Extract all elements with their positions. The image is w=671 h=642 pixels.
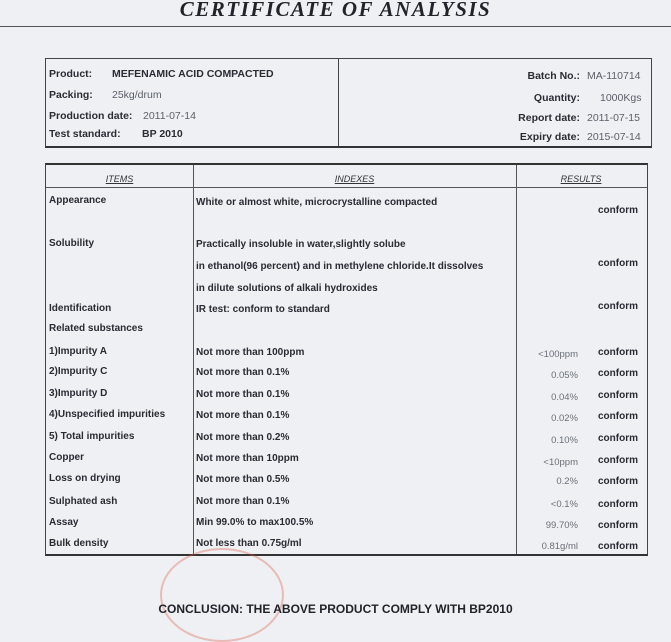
row-result: 0.05%: [551, 370, 578, 381]
row-index: Not more than 0.5%: [196, 474, 290, 485]
row-result: 0.02%: [551, 413, 578, 424]
row-item: Solubility: [49, 238, 94, 249]
row-index: Not more than 100ppm: [196, 347, 305, 358]
row-index: Not more than 10ppm: [196, 453, 299, 464]
company-seal: [160, 548, 284, 642]
row-index-line-2: in ethanol(96 percent) and in methylene chloride.It dissolves: [196, 261, 484, 272]
row-index: Not more than 0.2%: [196, 432, 290, 443]
row-item: Bulk density: [49, 538, 109, 549]
row-item: 5) Total impurities: [49, 431, 135, 442]
title-divider: [0, 26, 671, 27]
expiry-date-label: Expiry date:: [519, 131, 580, 143]
test-standard-value: BP 2010: [142, 128, 183, 140]
row-index: Not more than 0.1%: [196, 496, 290, 507]
row-result: 0.04%: [551, 392, 578, 403]
row-result: 0.2%: [556, 476, 578, 487]
row-index: White or almost white, microcrystalline compacted: [196, 197, 438, 208]
production-date-label: Production date:: [49, 110, 133, 122]
row-index-line-1: Practically insoluble in water,slightly solube: [196, 239, 406, 250]
expiry-date-value: 2015-07-14: [587, 131, 641, 143]
row-item: 1)Impurity A: [49, 346, 107, 357]
row-item: Appearance: [49, 195, 107, 206]
row-conclusion: conform: [598, 541, 638, 552]
row-item: 4)Unspecified impurities: [49, 409, 166, 420]
product-value: MEFENAMIC ACID COMPACTED: [112, 68, 274, 80]
results-header: RESULTS: [560, 174, 602, 184]
row-conclusion: conform: [598, 368, 638, 379]
row-result: 0.81g/ml: [541, 541, 578, 552]
row-conclusion: conform: [598, 258, 638, 269]
row-item: Related substances: [49, 323, 143, 334]
row-conclusion: conform: [598, 433, 638, 444]
row-result: <0.1%: [550, 499, 578, 510]
header-divider: [46, 187, 647, 188]
report-date-value: 2011-07-15: [587, 112, 640, 124]
packing-label: Packing:: [49, 89, 93, 101]
batch-value: MA-110714: [587, 70, 641, 82]
row-conclusion: conform: [598, 301, 638, 312]
row-index: IR test: conform to standard: [196, 304, 330, 315]
row-result: 0.10%: [551, 435, 578, 446]
row-conclusion: conform: [598, 455, 638, 466]
indexes-header: INDEXES: [334, 174, 375, 184]
row-index: Not more than 0.1%: [196, 367, 290, 378]
row-conclusion: conform: [598, 347, 638, 358]
analysis-table: [45, 163, 648, 556]
row-conclusion: conform: [598, 499, 638, 510]
quantity-value: 1000Kgs: [600, 92, 642, 104]
column-divider: [516, 165, 517, 554]
row-conclusion: conform: [598, 205, 638, 216]
row-result: 99.70%: [545, 520, 578, 531]
quantity-label: Quantity:: [533, 92, 580, 104]
document-title: CERTIFICATE OF ANALYSIS: [179, 0, 492, 21]
production-date-value: 2011-07-14: [143, 110, 196, 122]
row-item: Loss on drying: [49, 473, 121, 484]
row-conclusion: conform: [598, 476, 638, 487]
row-index-line-3: in dilute solutions of alkali hydroxides: [196, 283, 378, 294]
report-date-label: Report date:: [518, 112, 580, 124]
row-index: Not more than 0.1%: [196, 410, 290, 421]
row-conclusion: conform: [598, 390, 638, 401]
row-item: Sulphated ash: [49, 496, 118, 507]
row-index: Not more than 0.1%: [196, 389, 290, 400]
row-item: Copper: [49, 452, 84, 463]
row-index: Not less than 0.75g/ml: [196, 538, 302, 549]
row-item: 2)Impurity C: [49, 366, 108, 377]
row-result: <10ppm: [543, 457, 578, 468]
row-item: 3)Impurity D: [49, 388, 108, 399]
items-header: ITEMS: [105, 174, 134, 184]
column-divider: [193, 165, 194, 554]
packing-value: 25kg/drum: [112, 89, 162, 101]
conclusion-text: CONCLUSION: THE ABOVE PRODUCT COMPLY WITH BP2010: [158, 602, 513, 616]
row-conclusion: conform: [598, 411, 638, 422]
product-info-box: [45, 58, 652, 148]
info-divider: [338, 59, 339, 146]
row-index: Min 99.0% to max100.5%: [196, 517, 314, 528]
test-standard-label: Test standard:: [49, 128, 121, 140]
row-item: Identification: [49, 303, 112, 314]
row-item: Assay: [49, 517, 79, 528]
row-result: <100ppm: [538, 349, 578, 360]
batch-label: Batch No.:: [527, 70, 580, 82]
product-label: Product:: [49, 68, 93, 80]
row-conclusion: conform: [598, 520, 638, 531]
